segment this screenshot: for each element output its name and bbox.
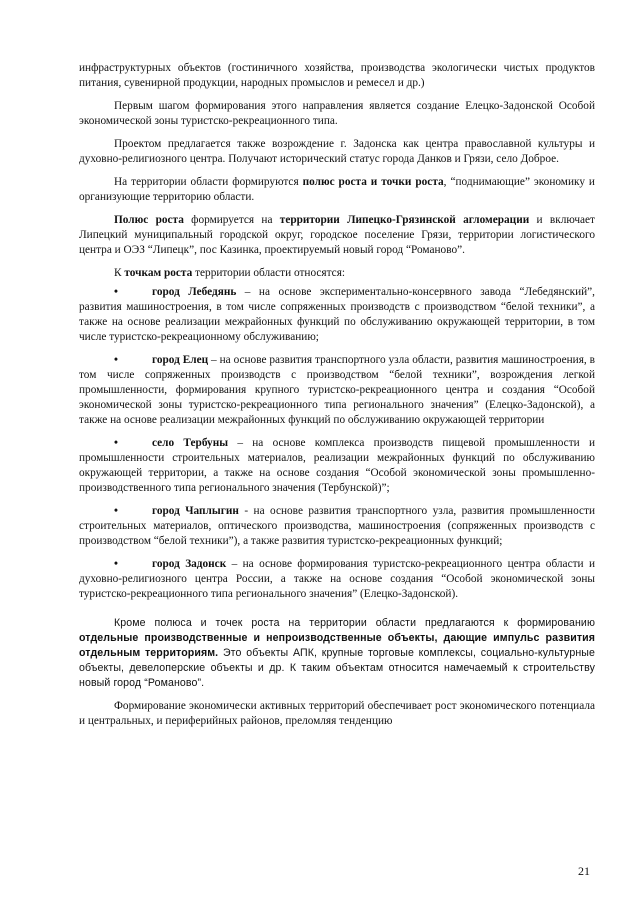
text-run: Это объекты АПК, крупные торговые комплексы, социально-культурные объекты, девелоперские объекты и др. К таким объектам относится намечаемый к строительству новый город “Романово”. bbox=[79, 647, 595, 689]
bullet-icon: • bbox=[114, 505, 118, 517]
list-item-terbuny bbox=[79, 436, 595, 496]
list-item-text: - на основе развития транспортного узла, развития промышленности строительных материалов, оптического производства, машиностроения (сопряженных производств с производством “белой техники”), а также развития туристско-рекреационных функций; bbox=[79, 505, 595, 547]
emphasis-agglomeration: территории Липецко-Грязинской агломерации bbox=[279, 214, 530, 226]
page-body bbox=[79, 61, 595, 737]
list-item-title: село Тербуны bbox=[152, 437, 229, 449]
text-run: Кроме полюса и точек роста на территории области предлагаются к формированию bbox=[114, 617, 595, 629]
paragraph-growth-points-intro bbox=[79, 266, 595, 281]
list-item-text: – на основе развития транспортного узла области, развития машиностроения, в том числе сопряженных производств с производством “белой техники”, возрождения легкой промышленности, формирования крупного туристско-рекреационного центра и создания “Особой экономической зоны туристско-рекреационного типа регионального значения” (Елецко-Задонской), а также на основе реализации межрайонных функций по обслуживанию окружающей территории bbox=[79, 354, 595, 426]
bullet-icon: • bbox=[114, 354, 118, 366]
bullet-icon: • bbox=[114, 558, 118, 570]
paragraph-first-step: Первым шагом формирования этого направления является создание Елецко-Задонской Особой экономической зоны туристско-рекреационного типа. bbox=[79, 100, 595, 127]
list-item-text: – на основе комплекса производств пищевой промышленности и промышленности строительных материалов, реализации межрайонных функций по обслуживанию окружающей территории, а также на основе создания “Особой экономической зоны промышленно-производственного типа регионального значения (Тербунской)”; bbox=[79, 437, 595, 494]
paragraph-growth-intro bbox=[79, 175, 595, 205]
emphasis-growth-points: точкам роста bbox=[124, 267, 193, 279]
text-run: формируется на bbox=[183, 214, 280, 226]
list-item-title: город Задонск bbox=[152, 558, 227, 570]
paragraph-separate-objects bbox=[79, 616, 595, 691]
text-run: К bbox=[114, 267, 125, 279]
paragraph-infrastructure: инфраструктурных объектов (гостиничного хозяйства, производства экологически чистых продуктов питания, сувенирной продукции, народных промыслов и ремесел и др.) bbox=[79, 62, 595, 89]
list-item-lebedyan bbox=[79, 285, 595, 345]
list-item-title: город Чаплыгин bbox=[152, 505, 239, 517]
bullet-icon: • bbox=[114, 286, 118, 298]
list-item-elets bbox=[79, 353, 595, 428]
text-run: территории области относятся: bbox=[192, 267, 346, 279]
text-run: и включает Липецкий муниципальный городской округ, городское поселение Грязи, территории логистического центра и ОЭЗ “Липецк”, пос Казинка, проектируемый новый город “Романово”. bbox=[79, 214, 595, 256]
list-item-title: город Елец bbox=[152, 354, 209, 366]
paragraph-zadonsk-revival: Проектом предлагается также возрождение г. Задонска как центра православной культуры и духовно-религиозного центра. Получают исторический статус города Данков и Грязи, село Доброе. bbox=[79, 138, 595, 165]
emphasis-growth-pole: Полюс роста bbox=[114, 214, 184, 226]
paragraph-growth-pole bbox=[79, 213, 595, 258]
list-item-chaplygin bbox=[79, 504, 595, 549]
bullet-icon: • bbox=[114, 437, 118, 449]
emphasis-separate-objects: отдельные производственные и непроизводственные объекты, дающие импульс развития отдельным территориям. bbox=[79, 632, 595, 659]
emphasis-growth-pole-points: полюс роста и точки роста bbox=[302, 176, 444, 188]
list-item-text: – на основе формирования туристско-рекреационного центра области и духовно-религиозного центра России, а также на основе создания “Особой экономической зоны туристско-рекреационного типа регионального значения” (Елецко-Задонской). bbox=[79, 558, 595, 600]
list-item-text: – на основе экспериментально-консервного завода “Лебедянский”, развития машиностроения, в том числе сопряженных производств с производством “белой техники”, а также на основе реализации межрайонных функций по обслуживанию окружающей территории, в том числе туристско-рекреационному обслуживанию; bbox=[79, 286, 596, 343]
list-item-title: город Лебедянь bbox=[152, 286, 237, 298]
paragraph-active-territories: Формирование экономически активных территорий обеспечивает рост экономического потенциала и центральных, и периферийных районов, преломляя тенденцию bbox=[79, 700, 595, 727]
list-item-zadonsk bbox=[79, 557, 595, 602]
page-number: 21 bbox=[578, 864, 590, 878]
text-run: , “поднимающие” экономику и организующие территорию области. bbox=[79, 176, 595, 203]
text-run: На территории области формируются bbox=[114, 176, 303, 188]
